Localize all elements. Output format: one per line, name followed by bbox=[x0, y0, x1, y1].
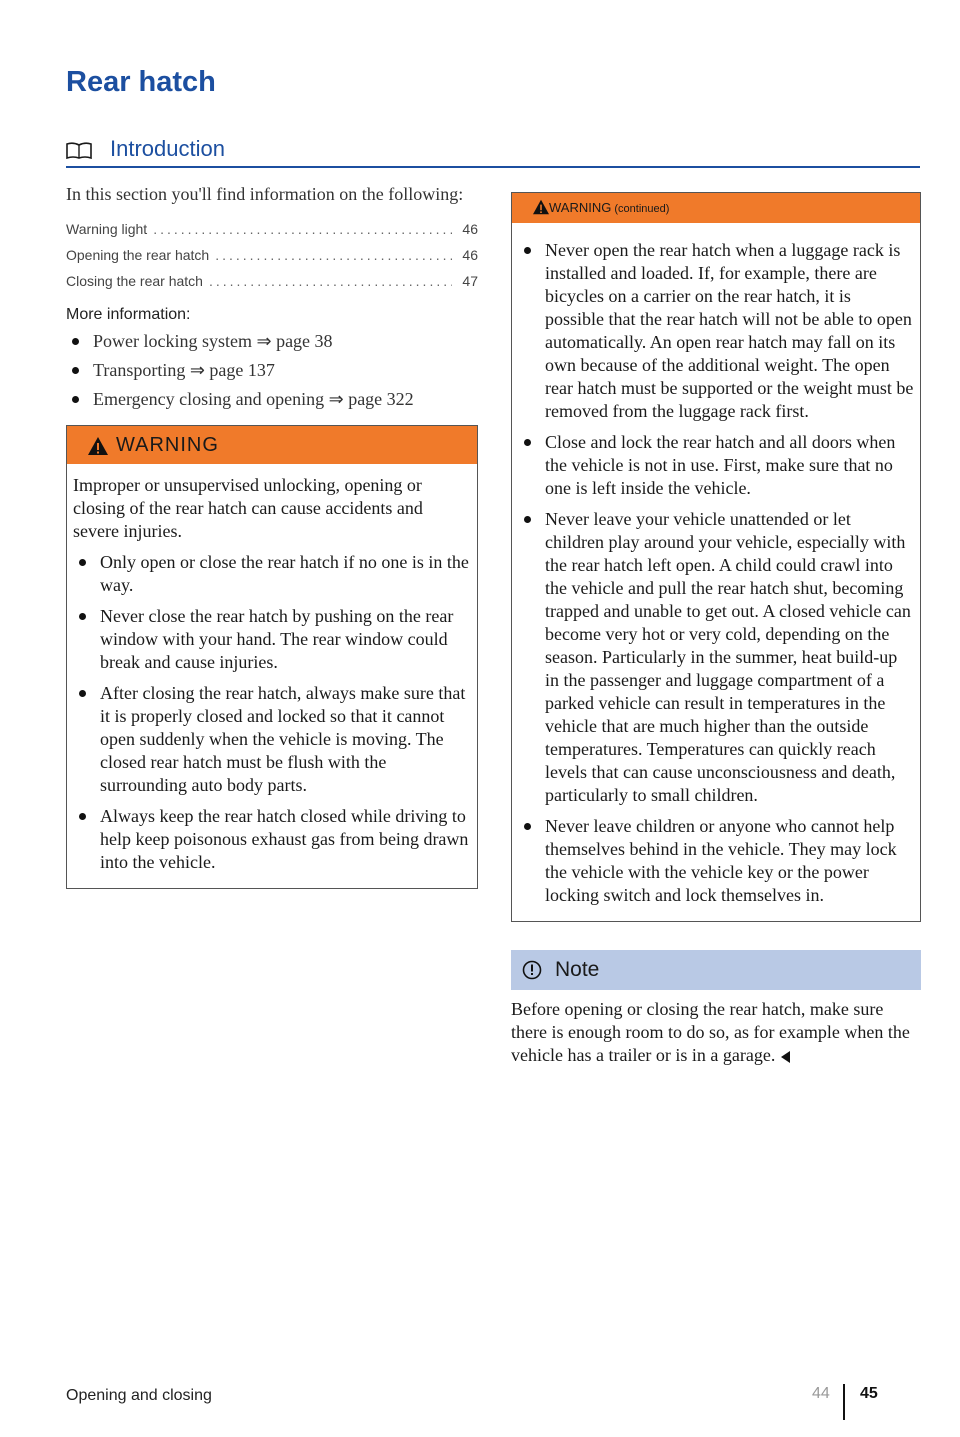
warning-triangle-icon bbox=[532, 199, 550, 215]
page-title: Rear hatch bbox=[66, 66, 216, 98]
more-info-link-power-locking[interactable]: Power locking system ⇒ page 38 bbox=[66, 330, 478, 353]
warning-item: Never open the rear hatch when a luggage rack is installed and loaded. If, for example, there are bicycles on a carrier on the rear hatch, it is possible that the rear hatch will not be able to open automatically. An open rear hatch may fall on its own because of the additional weight. The open rear hatch must be supported or the weight must be removed from the luggage rack first. bbox=[518, 239, 914, 423]
warning-header bbox=[67, 426, 477, 464]
end-of-section-icon bbox=[781, 1051, 790, 1063]
toc-item-page: 47 bbox=[462, 273, 478, 289]
page-number-left: 44 bbox=[812, 1385, 830, 1402]
warning-continued-box bbox=[511, 192, 921, 922]
toc-item-label: Warning light bbox=[66, 221, 148, 237]
warning-continued-header bbox=[512, 193, 920, 223]
warning-continued-label: WARNING (continued) bbox=[549, 200, 670, 215]
warning-item: Never close the rear hatch by pushing on the rear window with your hand. The rear window could break and cause injuries. bbox=[73, 605, 471, 674]
warning-label: WARNING bbox=[116, 434, 219, 456]
info-circle-icon bbox=[522, 960, 542, 980]
warning-item: Never leave your vehicle unattended or let children play around your vehicle, especially with the rear hatch left open. A child could crawl into the vehicle and pull the rear hatch shut, becoming trapped and unable to get out. A closed vehicle can become very hot or very cold, depending on the season. Particularly in the summer, heat build-up in the passenger and luggage compartment of a parked vehicle can result in temperatures in the vehicle that are much higher than the outside temperatures. Temperatures can quickly reach levels that can cause unconsciousness and death, particularly to small children. bbox=[518, 508, 914, 807]
warning-item: Always keep the rear hatch closed while driving to help keep poisonous exhaust gas from being drawn into the vehicle. bbox=[73, 805, 471, 874]
note-header bbox=[511, 950, 921, 990]
footer-section-title: Opening and closing bbox=[66, 1387, 212, 1404]
warning-box bbox=[66, 425, 478, 889]
warning-item: Only open or close the rear hatch if no one is in the way. bbox=[73, 551, 471, 597]
introduction-header bbox=[66, 136, 920, 168]
warning-item: Close and lock the rear hatch and all doors when the vehicle is not in use. First, make sure that no one is left inside the vehicle. bbox=[518, 431, 914, 500]
book-icon bbox=[66, 142, 92, 159]
warning-triangle-icon bbox=[87, 436, 109, 456]
note-text: Before opening or closing the rear hatch, make sure there is enough room to do so, as for example when the vehicle has a trailer or is in a garage. bbox=[511, 999, 910, 1065]
toc-item[interactable] bbox=[66, 216, 478, 242]
toc-item[interactable] bbox=[66, 268, 478, 294]
more-information-heading: More information: bbox=[66, 306, 191, 323]
table-of-contents bbox=[66, 216, 478, 294]
warning-body bbox=[67, 464, 477, 888]
warning-item: Never leave children or anyone who cannot help themselves behind in the vehicle. They may lock the vehicle with the vehicle key or the power locking switch and lock themselves in. bbox=[518, 815, 914, 907]
toc-item-label: Opening the rear hatch bbox=[66, 247, 210, 263]
right-column bbox=[511, 192, 921, 1067]
warning-intro: Improper or unsupervised unlocking, opening or closing of the rear hatch can cause accidents and severe injuries. bbox=[73, 475, 423, 541]
more-info-link-emergency[interactable]: Emergency closing and opening ⇒ page 322 bbox=[66, 388, 478, 411]
toc-item-label: Closing the rear hatch bbox=[66, 273, 203, 289]
page-number-right: 45 bbox=[860, 1385, 878, 1402]
toc-item[interactable] bbox=[66, 242, 478, 268]
introduction-title: Introduction bbox=[110, 136, 225, 161]
intro-lead: In this section you'll find information on the following: bbox=[66, 184, 464, 204]
left-column bbox=[66, 182, 478, 889]
toc-item-page: 46 bbox=[462, 221, 478, 237]
page-separator bbox=[843, 1384, 845, 1420]
toc-item-page: 46 bbox=[462, 247, 478, 263]
warning-continued-body bbox=[512, 223, 920, 921]
note-label: Note bbox=[555, 958, 600, 981]
more-info-link-transporting[interactable]: Transporting ⇒ page 137 bbox=[66, 359, 478, 382]
warning-continued-suffix: (continued) bbox=[614, 203, 670, 215]
warning-item: After closing the rear hatch, always make sure that it is properly closed and locked so that it cannot open suddenly when the vehicle is moving. The closed rear hatch must be flush with the surrounding auto body parts. bbox=[73, 682, 471, 797]
